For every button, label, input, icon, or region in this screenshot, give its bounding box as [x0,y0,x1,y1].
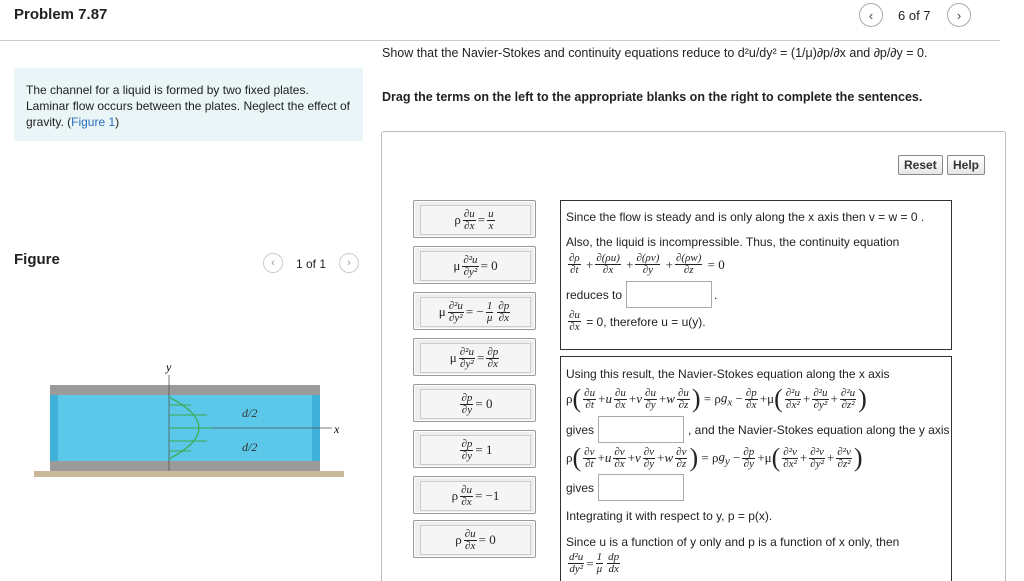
drag-term-3[interactable]: μ $\frac{\text{∂²u}}{\text{∂y²}}$ = − $\frac{1}{\mu}$ $\frac{\partial p}{\partial x}$ [413,292,536,330]
problem-statement [14,68,363,141]
chevron-left-icon: ‹ [271,257,275,269]
sentence-4: = 0, therefore u = u(y). [586,314,706,329]
x-axis-label: x [334,422,340,436]
chevron-right-icon: › [956,7,962,23]
navier-stokes-y: ρ ( $\frac{\partial v}{\partial t}$ + u $\frac{\partial v}{\partial x}$ + v $\frac{\partial v}{\partial y}$ + w $\frac{\partial v}{\partial z}$ ) = ρ $g_y$ − $\frac{\partial p}{\partial y}$ +μ ( $\frac{\text{∂²v}}{\text{∂x²}}$ + $\frac{\text{∂²v}}{\text{∂y²}}$ + $\frac{\text{∂²v}}{\text{∂z²}}$ ) [566,443,863,472]
drag-term-7[interactable]: ρ $\frac{\partial u}{\partial x}$ = −1 [413,476,536,514]
drag-term-4[interactable]: μ $\frac{\text{∂²u}}{\text{∂y²}}$ = $\frac{\partial p}{\partial x}$ [413,338,536,376]
sentence-5: Using this result, the Navier-Stokes equation along the x axis [566,367,890,381]
help-button[interactable]: Help [947,155,985,175]
sentence-7: , and the Navier-Stokes equation along the y axis [688,422,950,437]
drop-blank-3[interactable] [598,474,684,501]
chevron-left-icon: ‹ [868,7,874,23]
figure-prev-button[interactable] [263,253,283,273]
drag-term-6[interactable]: $\frac{\partial p}{\partial y}$ = 1 [413,430,536,468]
sentence-3: reduces to [566,287,623,302]
sentence-group-1 [560,200,952,350]
next-button[interactable] [947,3,971,27]
drag-term-2[interactable]: μ $\frac{\text{∂²u}}{\text{∂y²}}$ = 0 [413,246,536,284]
continuity-result: $\frac{\partial u}{\partial x}$ = 0, therefore u = u(y). [569,309,706,333]
sentence-8: gives [566,480,595,495]
drag-term-1[interactable]: ρ $\frac{\partial u}{\partial x}$ = $\frac{u}{x}$ [413,200,536,238]
header-divider [0,40,1000,41]
reset-button[interactable]: Reset [898,155,943,175]
drag-term-8[interactable]: ρ $\frac{\partial u}{\partial x}$ = 0 [413,520,536,558]
y-axis-label: y [166,360,172,374]
navier-stokes-x: ρ ( $\frac{\partial u}{\partial t}$ + u $\frac{\partial u}{\partial x}$ + v $\frac{\partial u}{\partial y}$ + w $\frac{\partial u}{\partial z}$ ) = ρ $g_x$ − $\frac{\partial p}{\partial x}$ +μ ( $\frac{\text{∂²u}}{\text{∂x²}}$ + $\frac{\text{∂²u}}{\text{∂y²}}$ + $\frac{\text{∂²u}}{\text{∂z²}}$ ) [566,384,867,413]
figure-next-button[interactable] [339,253,359,273]
problem-title: Problem 7.87 [14,6,108,23]
figure-link[interactable]: Figure 1 [71,115,116,129]
previous-button[interactable] [859,3,883,27]
sentence-1: Since the flow is steady and is only along the x axis then v = w = 0 . [566,210,925,224]
drop-blank-2[interactable] [598,416,684,443]
page-indicator: 6 of 7 [898,8,931,23]
top-plate [50,385,320,395]
figure-label: Figure [14,251,60,268]
fluid-shade-left [50,395,58,461]
sentence-9: Integrating it with respect to y, p = p(x). [566,509,773,523]
sentence-group-2 [560,356,952,581]
figure-count: 1 of 1 [296,257,327,271]
sentence-10: Since u is a function of y only and p is a function of x only, then [566,535,900,549]
instruction-text: Drag the terms on the left to the appropriate blanks on the right to complete the sentences. [382,90,923,104]
channel-figure [14,355,364,495]
final-equation: $\frac{\text{d²u}}{\text{dy²}}$ = $\frac{1}{\mu}$ $\frac{dp}{dx}$ [569,551,620,575]
ground [34,471,344,477]
sentence-2: Also, the liquid is incompressible. Thus, the continuity equation [566,235,900,249]
half-height-label-bottom: d/2 [242,440,258,454]
drop-blank-1[interactable] [626,281,712,308]
sentence-6: gives [566,422,595,437]
bottom-plate [50,461,320,471]
chevron-right-icon: › [347,257,351,269]
drag-term-5[interactable]: $\frac{\partial p}{\partial y}$ = 0 [413,384,536,422]
continuity-equation: $\frac{\partial\rho}{\partial t}$ + $\frac{\partial(\rho u)}{\partial x}$ + $\frac{\partial(\rho v)}{\partial y}$ + $\frac{\partial(\rho w)}{\partial z}$ = 0 [569,252,725,276]
blank-1-period: . [714,287,718,302]
problem-statement-close: ) [115,115,120,129]
problem-statement-text: The channel for a liquid is formed by two fixed plates. Laminar flow occurs between the plates. Neglect the effect of gravity. ( [26,83,350,129]
prompt-text: Show that the Navier-Stokes and continuity equations reduce to d²u/dy² = (1/μ)∂p/∂x and ∂p/∂y = 0. [382,46,928,60]
half-height-label-top: d/2 [242,406,258,420]
